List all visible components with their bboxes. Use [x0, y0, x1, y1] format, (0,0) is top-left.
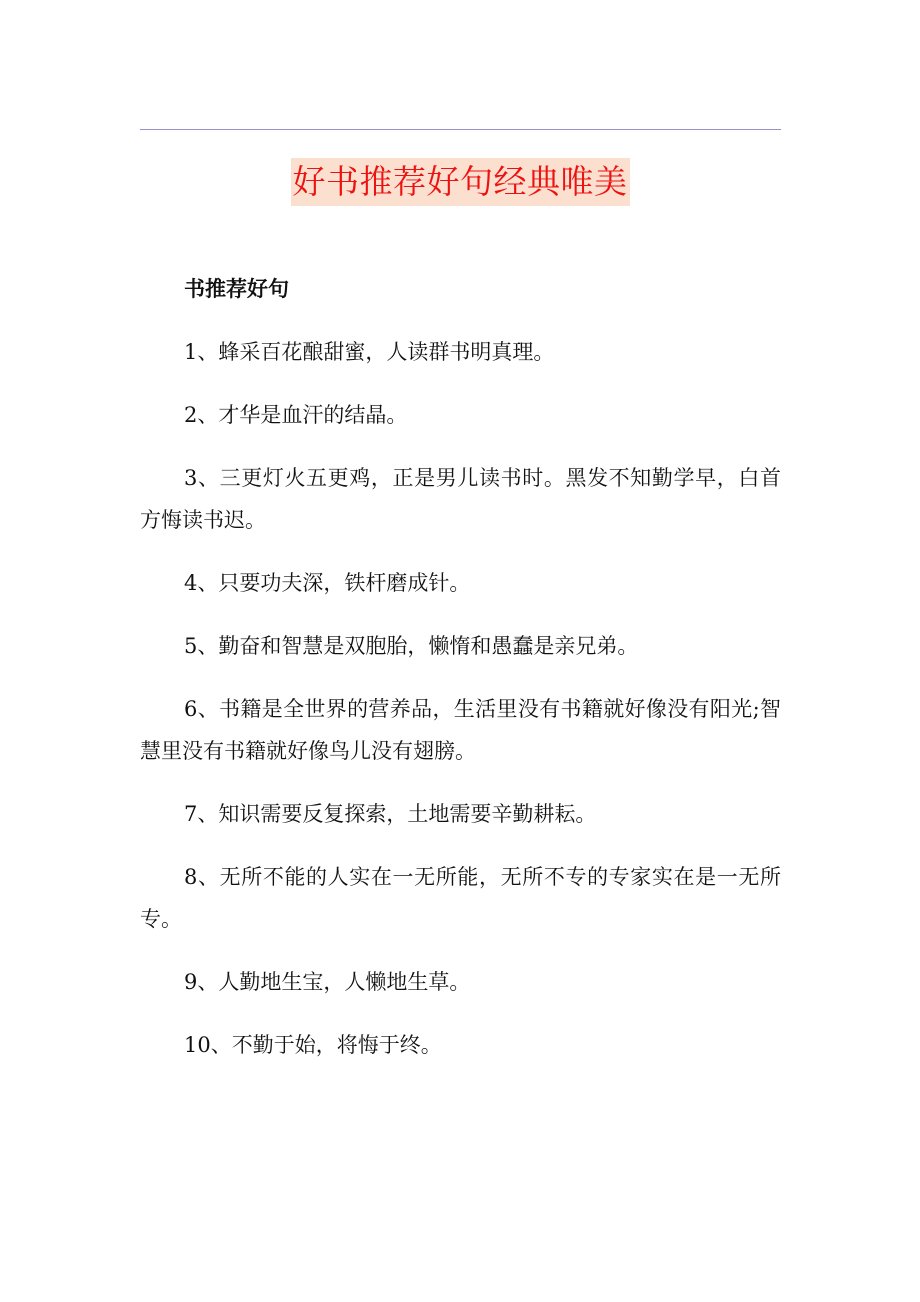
quote-item-4: 4、只要功夫深，铁杆磨成针。: [184, 571, 471, 595]
quote-item-3: 3、三更灯火五更鸡，正是男儿读书时。黑发不知勤学早，白首方悔读书迟。: [140, 466, 781, 532]
quote-item-2: 2、才华是血汗的结晶。: [184, 403, 408, 427]
title-container: [0, 158, 920, 206]
quote-item-1: 1、蜂采百花酿甜蜜，人读群书明真理。: [184, 340, 555, 364]
document-title: 好书推荐好句经典唯美: [291, 158, 630, 206]
section-heading: 书推荐好句: [184, 276, 289, 301]
quote-item-5: 5、勤奋和智慧是双胞胎，懒惰和愚蠢是亲兄弟。: [184, 634, 639, 658]
quote-item-9: 9、人勤地生宝，人懒地生草。: [184, 970, 471, 994]
quote-item-7: 7、知识需要反复探索，土地需要辛勤耕耘。: [184, 802, 597, 826]
header-rule: [140, 129, 781, 130]
quote-item-8: 8、无所不能的人实在一无所能，无所不专的专家实在是一无所专。: [140, 865, 781, 931]
quote-item-6: 6、书籍是全世界的营养品，生活里没有书籍就好像没有阳光;智慧里没有书籍就好像鸟儿没有翅膀。: [140, 697, 781, 763]
document-body: [140, 268, 781, 1087]
quote-item-10: 10、不勤于始，将悔于终。: [184, 1033, 442, 1057]
